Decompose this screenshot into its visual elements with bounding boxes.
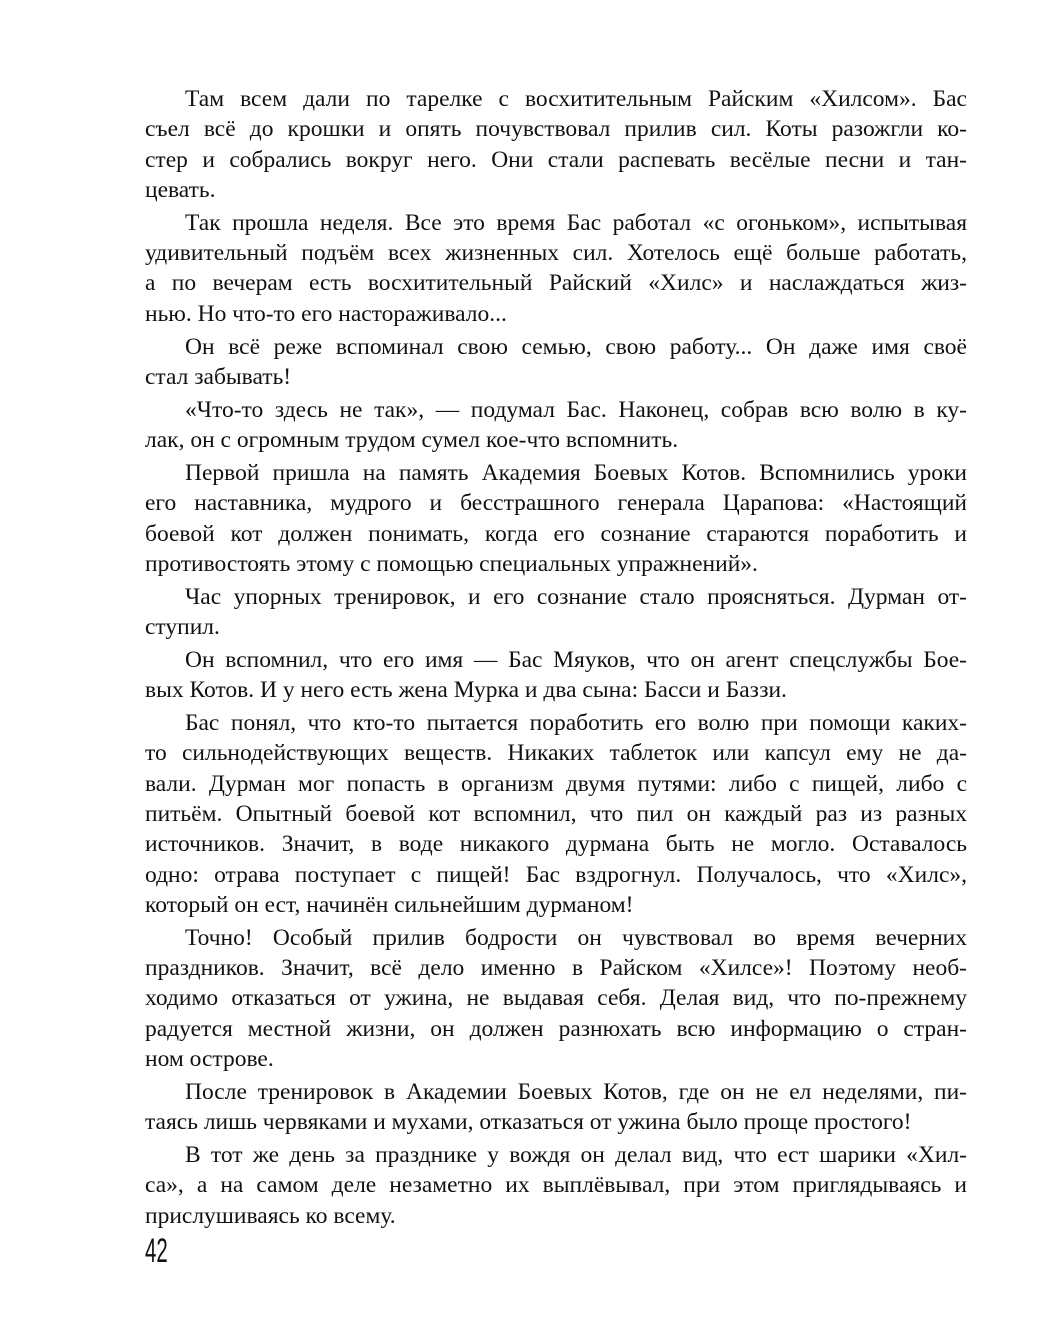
text-line: удивительный подъём всех жизненных сил. Хотелось ещё больше работать, <box>145 240 967 267</box>
text-line: Он вспомнил, что его имя — Бас Мяуков, что он агент спецслужбы Бое- <box>185 646 967 673</box>
paragraph <box>145 458 967 579</box>
text-line: цевать. <box>145 176 216 203</box>
paragraph <box>145 1140 967 1231</box>
text-line: Бас понял, что кто-то пытается поработить его волю при помощи каких- <box>185 710 967 737</box>
text-line: В тот же день за празднике у вождя он делал вид, что ест шарики «Хил- <box>185 1142 967 1169</box>
paragraph <box>145 708 967 920</box>
text-line: Так прошла неделя. Все это время Бас работал «с огоньком», испытывая <box>185 209 967 236</box>
body-text <box>145 84 967 1234</box>
text-line: Час упорных тренировок, и его сознание стало проясняться. Дурман от- <box>185 583 967 610</box>
text-line: вали. Дурман мог попасть в организм двумя путями: либо с пищей, либо с <box>145 770 967 797</box>
text-line: нью. Но что-то его настораживало... <box>145 300 507 327</box>
text-line: вых Котов. И у него есть жена Мурка и два сына: Басси и Баззи. <box>145 677 787 704</box>
text-line: источников. Значит, в воде никакого дурмана быть не могло. Оставалось <box>145 831 967 858</box>
text-line: прислушиваясь ко всему. <box>145 1202 396 1229</box>
paragraph <box>145 645 967 706</box>
paragraph <box>145 395 967 456</box>
text-line: радуется местной жизни, он должен разнюхать всю информацию о стран- <box>145 1015 967 1042</box>
text-line: лак, он с огромным трудом сумел кое-что вспомнить. <box>145 427 679 454</box>
text-line: После тренировок в Академии Боевых Котов, где он не ел неделями, пи- <box>185 1078 967 1105</box>
text-line: «Что-то здесь не так», — подумал Бас. Наконец, собрав всю волю в ку- <box>185 396 967 423</box>
text-line: Первой пришла на память Академия Боевых Котов. Вспомнились уроки <box>185 459 967 486</box>
text-line: который он ест, начинён сильнейшим дурманом! <box>145 891 634 918</box>
paragraph <box>145 208 967 329</box>
text-line: ходимо отказаться от ужина, не выдавая себя. Делая вид, что по-прежнему <box>145 985 967 1012</box>
text-line: а по вечерам есть восхитительный Райский «Хилс» и наслаждаться жиз- <box>145 270 967 297</box>
page-number: 42 <box>145 1232 168 1270</box>
paragraph <box>145 1077 967 1138</box>
paragraph <box>145 332 967 393</box>
text-line: стер и собрались вокруг него. Они стали распевать весёлые песни и тан- <box>145 146 967 173</box>
text-line: ступил. <box>145 614 220 641</box>
paragraph <box>145 582 967 643</box>
text-line: таясь лишь червяками и мухами, отказаться от ужина было проще простого! <box>145 1109 912 1136</box>
text-line: Он всё реже вспоминал свою семью, свою работу... Он даже имя своё <box>185 333 967 360</box>
text-line: съел всё до крошки и опять почувствовал прилив сил. Коты разожгли ко- <box>145 116 967 143</box>
text-line: Там всем дали по тарелке с восхитительным Райским «Хилсом». Бас <box>185 86 967 112</box>
text-line: са», а на самом деле незаметно их выплёвывал, при этом приглядываясь и <box>145 1172 967 1199</box>
text-line: питьём. Опытный боевой кот вспомнил, что пил он каждый раз из разных <box>145 800 967 827</box>
text-line: его наставника, мудрого и бесстрашного генерала Царапова: «Настоящий <box>145 490 967 517</box>
paragraph <box>145 923 967 1074</box>
text-line: противостоять этому с помощью специальных упражнений». <box>145 550 758 577</box>
text-line: одно: отрава поступает с пищей! Бас вздрогнул. Получалось, что «Хилс», <box>145 861 967 888</box>
text-line: Точно! Особый прилив бодрости он чувствовал во время вечерних <box>185 924 967 951</box>
text-line: стал забывать! <box>145 363 292 390</box>
text-line: ном острове. <box>145 1045 274 1072</box>
text-line: праздников. Значит, всё дело именно в Райском «Хилсе»! Поэтому необ- <box>145 955 967 982</box>
paragraph <box>145 84 967 205</box>
text-line: то сильнодействующих веществ. Никаких таблеток или капсул ему не да- <box>145 740 967 767</box>
text-line: боевой кот должен понимать, когда его сознание стараются поработить и <box>145 520 967 547</box>
